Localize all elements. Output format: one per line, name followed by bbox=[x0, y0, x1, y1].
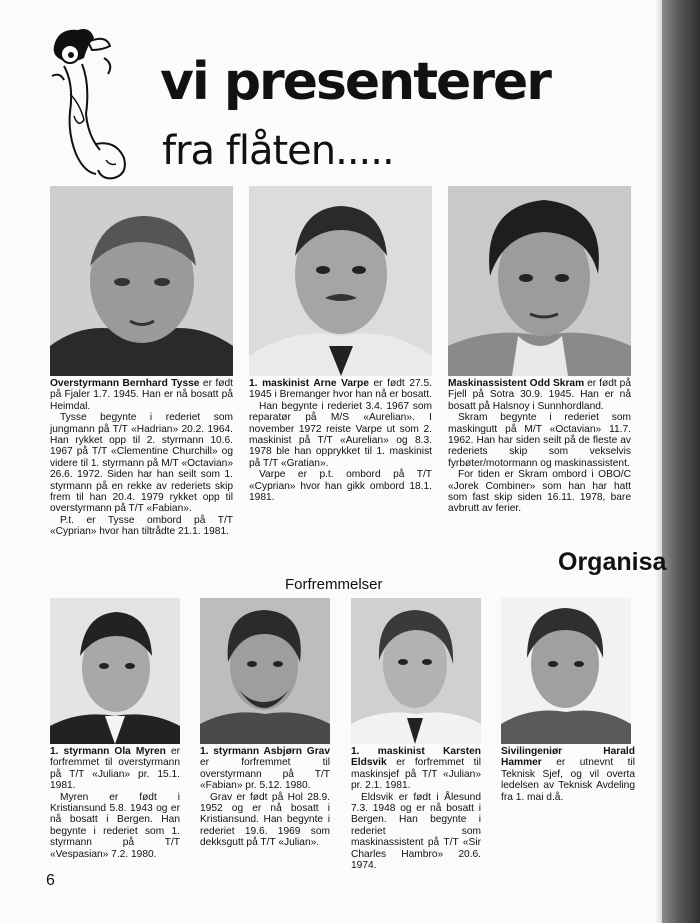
caption-paragraph: Tysse begynte i rederiet som jungmann på T/T «Hadrian» 20.2. 1964. Han rykket opp til 2. styrmann 10.6. 1967 på T/T «Clementine Churchill» og videre til 1. styrmann på M/T «Octavian» 26.6. 1972. Siden har han seilt som 1. styrmann på en rekke av rederiets skip frem til han 20.4. 1979 rykket opp til overstyrmann på T/T «Fabian». bbox=[50, 412, 233, 515]
cartoon-mascot-illustration bbox=[44, 24, 136, 184]
caption-paragraph: Eldsvik er født i Ålesund 7.3. 1948 og er nå bosatt i Bergen. Han begynte i rederiet som maskinassistent på T/T «Sir Charles Hambro» 20.6. 1974. bbox=[351, 791, 481, 872]
portrait-photo-grav bbox=[200, 598, 330, 744]
caption-text: er født 27.5. 1945 i Bremanger hvor han nå er bosatt. bbox=[249, 378, 432, 401]
portrait-photo-varpe bbox=[249, 186, 432, 376]
caption-tysse bbox=[50, 378, 233, 538]
caption-paragraph: Varpe er p.t. ombord på T/T «Cyprian» hvor han gikk ombord 18.1. 1981. bbox=[249, 469, 432, 504]
caption-name: 1. styrmann Asbjørn Grav bbox=[200, 746, 330, 757]
caption-text: er født på Fjaler 1.7. 1945. Han er nå bosatt på Heimdal. bbox=[50, 378, 233, 412]
caption-grav bbox=[200, 746, 330, 849]
caption-paragraph: For tiden er Skram ombord i OBO/C «Jorek Combiner» som han har hatt som fast skip siden 16.11. 1978, bare avbrutt av ferier. bbox=[448, 469, 631, 515]
caption-paragraph: Myren er født i Kristiansund 5.8. 1943 og er nå bosatt i Bergen. Han begynte i rederiet som 1. styrmann på T/T «Vespasian» 7.2. 1980. bbox=[50, 791, 180, 860]
caption-name: 1. maskinist Arne Varpe bbox=[249, 378, 369, 389]
caption-name: 1. styrmann Ola Myren bbox=[50, 746, 166, 757]
caption-text: er forfremmet til overstyrmann på T/T «Julian» pr. 15.1. 1981. bbox=[50, 746, 181, 792]
caption-text: er utnevnt til Teknisk Sjef, og vil overta ledelsen av Teknisk Avdeling fra 1. mai d.å. bbox=[501, 757, 635, 803]
caption-varpe bbox=[249, 378, 432, 503]
caption-name: Sivilingeniør Harald Hammer bbox=[501, 746, 635, 769]
page-number: 6 bbox=[46, 872, 55, 889]
binding-shadow bbox=[662, 0, 700, 923]
portrait-photo-tysse bbox=[50, 186, 233, 376]
caption-name: Maskinassistent Odd Skram bbox=[448, 378, 585, 389]
caption-name: 1. maskinist Karsten Eldsvik bbox=[351, 746, 481, 769]
caption-myren bbox=[50, 746, 180, 860]
side-heading: Organisa bbox=[558, 548, 667, 576]
portrait-photo-skram bbox=[448, 186, 631, 376]
caption-paragraph: Grav er født på Hol 28.9. 1952 og er nå bosatt i Kristiansund. Han begynte i rederiet 19.6. 1969 som dekksgutt på T/T «Julian». bbox=[200, 791, 330, 849]
caption-text: er født på Fjell på Sotra 30.9. 1945. Han er nå bosatt på Halsnoy i Sunnhordland. bbox=[448, 378, 631, 412]
portrait-photo-myren bbox=[50, 598, 180, 744]
portrait-photo-hammer bbox=[501, 598, 631, 744]
caption-hammer bbox=[501, 746, 635, 803]
page-title: vi presenterer bbox=[160, 52, 550, 112]
caption-text: er forfremmet til overstyrmann på T/T «Fabian» pr. 5.12. 1980. bbox=[200, 757, 330, 792]
section-heading: Forfremmelser bbox=[285, 576, 383, 593]
caption-text: er forfremmet til maskinsjef på T/T «Julian» pr. 2.1. 1981. bbox=[351, 757, 481, 792]
caption-paragraph: Skram begynte i rederiet som maskingutt på M/T «Octavian» 11.7. 1962. Han har siden seilt på de fleste av rederiets skip som vekselvis fyrbøter/motormann og maskinassistent. bbox=[448, 412, 631, 469]
caption-name: Overstyrmann Bernhard Tysse bbox=[50, 378, 200, 389]
portrait-photo-eldsvik bbox=[351, 598, 481, 744]
caption-paragraph: P.t. er Tysse ombord på T/T «Cyprian» hvor han tiltrådte 21.1. 1981. bbox=[50, 514, 233, 538]
caption-eldsvik bbox=[351, 746, 481, 871]
caption-skram bbox=[448, 378, 631, 515]
caption-paragraph: Han begynte i rederiet 3.4. 1967 som reparatør på M/S «Aurelian». I november 1972 reiste Varpe ut som 2. maskinist på T/T «Aurelian» og 8.3. 1978 ble han opprykket til 1. maskinist på T/T «Gratian». bbox=[249, 400, 432, 469]
page-subtitle: fra flåten..... bbox=[162, 128, 394, 174]
